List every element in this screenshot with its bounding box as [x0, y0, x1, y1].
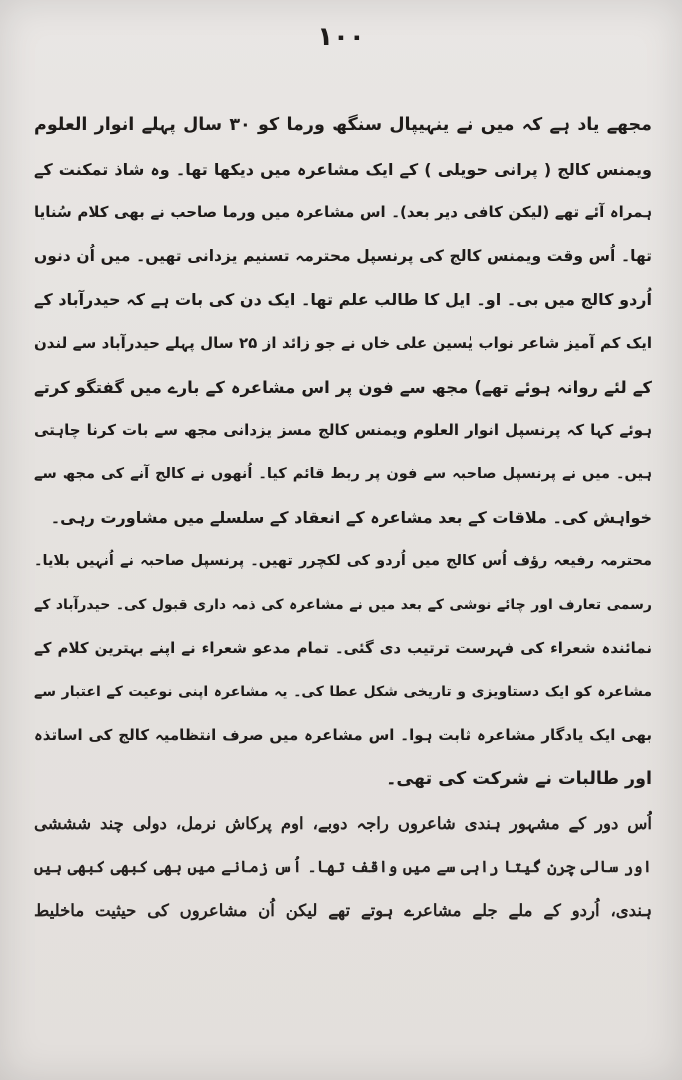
body-text: [34, 104, 652, 932]
handwritten-line: اور سالی چرن گیتا راہی سے میں واقف تھا۔ اُس زمانے میں بھی کبھی کبھی ہیں: [34, 857, 652, 877]
text-line: اُردو کالج میں بی۔ او۔ ایل کا طالب علم تھا۔ ایک دن کی بات ہے کہ حیدرآباد کے: [34, 290, 652, 310]
text-line: کے لئے روانہ ہوئے تھے) مجھ سے فون پر اس مشاعرہ کے بارے میں گفتگو کرتے: [34, 377, 652, 397]
text-line: تھا۔ اُس وقت ویمنس کالج کی پرنسپل محترمہ تسنیم یزدانی تھیں۔ میں اُن دنوں: [34, 246, 652, 265]
text-line: مشاعرہ کو ایک دستاویزی و تاریخی شکل عطا کی۔ یہ مشاعرہ اپنی نوعیت کے اعتبار سے: [34, 683, 652, 700]
text-line: نمائندہ شعراء کی فہرست ترتیب دی گئی۔ تمام مدعو شعراء نے اپنے بہترین کلام کے: [34, 639, 652, 658]
text-line: ہیں۔ میں نے پرنسپل صاحبہ سے فون پر ربط قائم کیا۔ اُنھوں نے کالج آنے کی مجھ سے: [34, 465, 652, 482]
text-line: ہوئے کہا کہ پرنسپل انوار العلوم ویمنس کالج مسز یزدانی مجھ سے بات کرنا چاہتی: [34, 421, 652, 440]
text-line: خواہش کی۔ ملاقات کے بعد مشاعرہ کے انعقاد کے سلسلے میں مشاورت رہی۔: [50, 508, 652, 528]
text-line: رسمی تعارف اور چائے نوشی کے بعد میں نے مشاعرہ کی ذمہ داری قبول کی۔ حیدرآباد کے: [34, 596, 652, 613]
text-line: ایک کم آمیز شاعر نواب یٰسین علی خاں نے جو زائد از ۲۵ سال پہلے حیدرآباد سے لندن: [34, 333, 652, 352]
text-line: اور طالبات نے شرکت کی تھی۔: [386, 768, 652, 789]
text-line: محترمہ رفیعہ رؤف اُس کالج میں اُردو کی لکچرر تھیں۔ پرنسپل صاحبہ نے اُنہیں بلایا۔: [34, 552, 652, 569]
text-line: بھی ایک یادگار مشاعرہ ثابت ہوا۔ اس مشاعرہ میں صرف انتظامیہ کالج کی اساتذہ: [34, 726, 652, 745]
handwritten-line: اُس دور کے مشہور ہندی شاعروں راجہ دوبے، اوم پرکاش نرمل، دولی چند شششی: [34, 813, 652, 833]
text-line: ہمراہ آئے تھے (لیکن کافی دیر بعد)۔ اس مشاعرہ میں ورما صاحب نے بھی کلام سُنایا: [34, 203, 652, 222]
text-line: مجھے یاد ہے کہ میں نے ینہیپال سنگھ ورما کو ۳۰ سال پہلے انوار العلوم: [34, 115, 652, 135]
handwritten-line: ہندی، اُردو کے ملے جلے مشاعرے ہوتے تھے لیکن اُن مشاعروں کی حیثیت ماخلیط: [34, 900, 652, 920]
text-line: ویمنس کالج ( پرانی حویلی ) کے ایک مشاعرہ میں دیکھا تھا۔ وہ شاذ تمکنت کے: [34, 159, 652, 179]
page-number: ١٠٠: [317, 22, 365, 52]
